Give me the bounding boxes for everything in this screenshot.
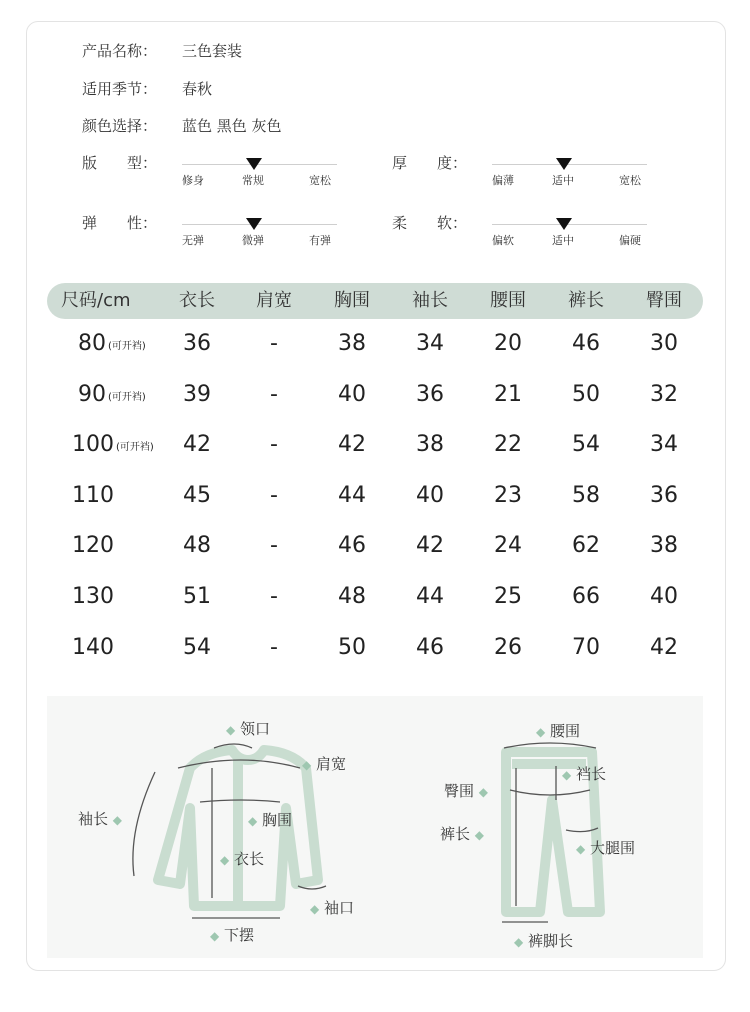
fit-option: 宽松 <box>309 174 331 187</box>
label-leg-opening <box>514 930 573 951</box>
table-cell: 24 <box>494 533 522 558</box>
thickness-option: 宽松 <box>619 174 641 187</box>
label-sleeve-text: 袖长 <box>78 810 109 828</box>
label-cuff-text: 袖口 <box>324 899 355 917</box>
size-note: (可开裆) <box>108 340 146 352</box>
table-cell: 20 <box>494 331 522 356</box>
label-shoulder <box>302 753 346 774</box>
label-rise <box>562 763 606 784</box>
season-value: 春秋 <box>182 80 213 98</box>
table-cell: 48 <box>338 584 366 609</box>
table-cell: 36 <box>416 382 444 407</box>
size-value: 90 <box>78 382 106 407</box>
label-hip-text: 臀围 <box>444 782 475 800</box>
color-value: 蓝色 黑色 灰色 <box>182 117 282 135</box>
table-cell: - <box>270 635 278 660</box>
table-cell: 44 <box>416 584 444 609</box>
diamond-icon: ◆ <box>474 828 485 842</box>
size-note: (可开裆) <box>116 441 154 453</box>
table-cell: 26 <box>494 635 522 660</box>
diamond-icon: ◆ <box>562 768 572 782</box>
table-cell: 42 <box>338 432 366 457</box>
diamond-icon: ◆ <box>478 785 489 799</box>
table-cell: 36 <box>650 483 678 508</box>
fit-option: 常规 <box>242 174 264 187</box>
softness-option: 适中 <box>552 234 574 247</box>
table-cell: 54 <box>183 635 211 660</box>
table-cell: 46 <box>572 331 600 356</box>
diamond-icon: ◆ <box>310 902 320 916</box>
label-waist <box>536 720 580 741</box>
diamond-icon: ◆ <box>576 842 586 856</box>
label-hem <box>210 924 254 945</box>
table-cell: 23 <box>494 483 522 508</box>
table-cell: - <box>270 331 278 356</box>
softness-option: 偏软 <box>492 234 514 247</box>
table-cell: 46 <box>338 533 366 558</box>
diamond-icon: ◆ <box>536 725 546 739</box>
table-cell: 30 <box>650 331 678 356</box>
table-cell: 50 <box>572 382 600 407</box>
size-value: 140 <box>72 635 114 660</box>
table-cell: - <box>270 382 278 407</box>
table-cell: 39 <box>183 382 211 407</box>
diamond-icon: ◆ <box>210 929 220 943</box>
header-length: 衣长 <box>179 290 215 311</box>
size-note: (可开裆) <box>108 391 146 403</box>
table-cell: 34 <box>416 331 444 356</box>
diamond-icon: ◆ <box>514 935 524 949</box>
table-cell: 44 <box>338 483 366 508</box>
diamond-icon: ◆ <box>302 758 312 772</box>
table-cell: - <box>270 483 278 508</box>
table-cell: 40 <box>416 483 444 508</box>
header-size: 尺码/cm <box>61 290 131 311</box>
label-pants-length-text: 裤长 <box>440 825 471 843</box>
product-name-value: 三色套装 <box>182 42 243 60</box>
table-cell: 42 <box>183 432 211 457</box>
table-cell: 50 <box>338 635 366 660</box>
label-pants-length <box>440 823 484 844</box>
table-cell: 42 <box>650 635 678 660</box>
thickness-option: 适中 <box>552 174 574 187</box>
table-cell: 45 <box>183 483 211 508</box>
label-hem-text: 下摆 <box>224 926 255 944</box>
thickness-option: 偏薄 <box>492 174 514 187</box>
label-sleeve <box>78 808 122 829</box>
elasticity-option: 微弹 <box>242 234 264 247</box>
table-cell: - <box>270 432 278 457</box>
table-cell: 36 <box>183 331 211 356</box>
season-label: 适用季节： <box>82 80 158 98</box>
table-cell: 62 <box>572 533 600 558</box>
table-cell: 34 <box>650 432 678 457</box>
label-cuff <box>310 897 354 918</box>
product-name-label: 产品名称： <box>82 42 158 60</box>
label-waist-text: 腰围 <box>550 722 581 740</box>
fit-label: 版 型： <box>82 154 158 172</box>
table-cell: 70 <box>572 635 600 660</box>
header-waist: 腰围 <box>490 290 526 311</box>
header-hip: 臀围 <box>646 290 682 311</box>
label-chest <box>248 809 292 830</box>
thickness-label: 厚 度： <box>392 154 468 172</box>
table-cell: 21 <box>494 382 522 407</box>
table-cell: 40 <box>338 382 366 407</box>
table-cell: 25 <box>494 584 522 609</box>
table-cell: 38 <box>416 432 444 457</box>
diamond-icon: ◆ <box>226 723 236 737</box>
header-shoulder: 肩宽 <box>256 290 292 311</box>
size-value: 80 <box>78 331 106 356</box>
softness-label: 柔 软： <box>392 214 468 232</box>
label-thigh <box>576 837 635 858</box>
table-cell: - <box>270 533 278 558</box>
color-label: 颜色选择： <box>82 117 158 135</box>
top-garment-shape <box>158 750 318 906</box>
table-cell: 38 <box>338 331 366 356</box>
label-chest-text: 胸围 <box>262 811 293 829</box>
diamond-icon: ◆ <box>248 814 258 828</box>
table-cell: 48 <box>183 533 211 558</box>
elasticity-option: 无弹 <box>182 234 204 247</box>
label-collar <box>226 718 270 739</box>
label-thigh-text: 大腿围 <box>590 839 636 857</box>
header-pants-length: 裤长 <box>568 290 604 311</box>
elasticity-label: 弹 性： <box>82 214 158 232</box>
top-measure-arrows <box>133 744 326 918</box>
table-cell: 46 <box>416 635 444 660</box>
table-cell: - <box>270 584 278 609</box>
label-length-text: 衣长 <box>234 850 265 868</box>
diamond-icon: ◆ <box>112 813 123 827</box>
table-cell: 54 <box>572 432 600 457</box>
table-cell: 22 <box>494 432 522 457</box>
header-chest: 胸围 <box>334 290 370 311</box>
label-rise-text: 裆长 <box>576 765 607 783</box>
size-value: 120 <box>72 533 114 558</box>
table-cell: 38 <box>650 533 678 558</box>
table-cell: 51 <box>183 584 211 609</box>
elasticity-option: 有弹 <box>309 234 331 247</box>
diamond-icon: ◆ <box>220 853 230 867</box>
table-cell: 32 <box>650 382 678 407</box>
table-cell: 40 <box>650 584 678 609</box>
size-value: 100 <box>72 432 114 457</box>
label-hip <box>444 780 488 801</box>
label-leg-opening-text: 裤脚长 <box>528 932 574 950</box>
size-value: 110 <box>72 483 114 508</box>
header-sleeve: 袖长 <box>412 290 448 311</box>
table-cell: 58 <box>572 483 600 508</box>
label-length <box>220 848 264 869</box>
table-cell: 66 <box>572 584 600 609</box>
softness-option: 偏硬 <box>619 234 641 247</box>
table-cell: 42 <box>416 533 444 558</box>
label-collar-text: 领口 <box>240 720 271 738</box>
label-shoulder-text: 肩宽 <box>316 755 347 773</box>
size-value: 130 <box>72 584 114 609</box>
fit-option: 修身 <box>182 174 204 187</box>
